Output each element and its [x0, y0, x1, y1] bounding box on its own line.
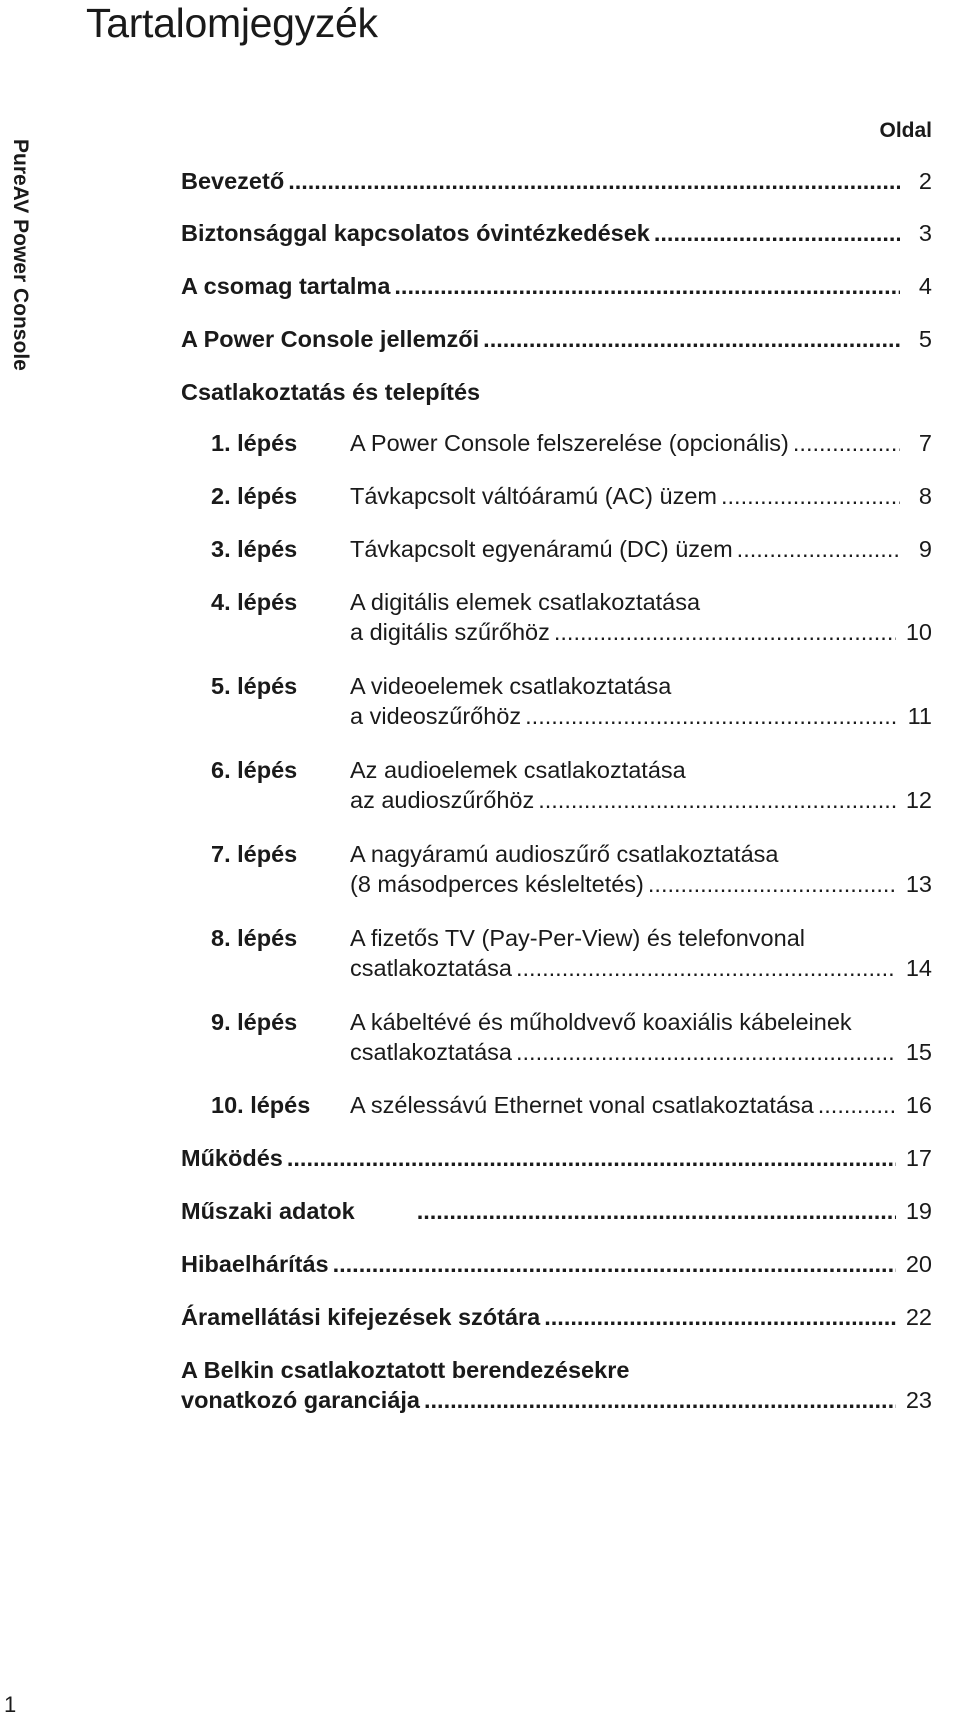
toc-entry-label: Biztonsággal kapcsolatos óvintézkedések [181, 220, 650, 246]
toc-entry-page: 2 [918, 168, 932, 194]
step-number: 6. lépés [211, 757, 298, 783]
toc-step-entry[interactable] [350, 534, 932, 564]
dot-leader [287, 1143, 896, 1173]
toc-entry-page: 19 [905, 1198, 932, 1224]
toc-entry-label: csatlakoztatása [350, 1039, 512, 1065]
step-number: 3. lépés [211, 536, 298, 562]
step-number: 2. lépés [211, 483, 298, 509]
dot-leader [654, 218, 900, 248]
toc-step-entry[interactable] [350, 428, 932, 458]
dot-leader [288, 166, 900, 196]
toc-entry-label: Műszaki adatok [181, 1198, 355, 1224]
toc-entry-biztonsag[interactable] [181, 218, 932, 248]
toc-entry-garancia[interactable] [181, 1385, 932, 1415]
page-title: Tartalomjegyzék [86, 0, 378, 46]
toc-entry-garancia-line1[interactable]: A Belkin csatlakoztatott berendezésekre [181, 1357, 630, 1383]
column-header-page: Oldal [879, 119, 932, 142]
dot-leader [516, 1037, 896, 1067]
toc-entry-label: Működés [181, 1145, 283, 1171]
toc-entry-bevezeto[interactable] [181, 166, 932, 196]
section-heading-csatlakoztatas: Csatlakoztatás és telepítés [181, 379, 481, 405]
dot-leader [793, 428, 900, 458]
toc-step-entry-line1[interactable]: Az audioelemek csatlakoztatása [350, 757, 686, 783]
dot-leader [483, 324, 900, 354]
toc-entry-page: 3 [918, 220, 932, 246]
toc-entry-page: 15 [905, 1039, 932, 1065]
toc-entry-label: (8 másodperces késleltetés) [350, 871, 644, 897]
toc-step-entry[interactable] [350, 617, 932, 647]
toc-entry-label: Bevezető [181, 168, 285, 194]
dot-leader [721, 481, 900, 511]
toc-step-entry-line1[interactable]: A digitális elemek csatlakoztatása [350, 589, 701, 615]
toc-entry-jellemzoi[interactable] [181, 324, 932, 354]
toc-entry-label: Hibaelhárítás [181, 1251, 329, 1277]
toc-step-entry-line1[interactable]: A fizetős TV (Pay-Per-View) és telefonvonal [350, 925, 805, 951]
toc-entry-label: vonatkozó garanciája [181, 1387, 420, 1413]
dot-leader [394, 271, 900, 301]
toc-entry-hibaelharitas[interactable] [181, 1249, 932, 1279]
step-number: 8. lépés [211, 925, 298, 951]
toc-step-entry-line1[interactable]: A videoelemek csatlakoztatása [350, 673, 672, 699]
step-number: 1. lépés [211, 430, 298, 456]
toc-entry-page: 23 [905, 1387, 932, 1413]
dot-leader [525, 701, 897, 731]
toc-entry-muszaki[interactable] [181, 1196, 932, 1226]
toc-entry-label: A szélessávú Ethernet vonal csatlakoztatása [350, 1092, 814, 1118]
toc-entry-label: A csomag tartalma [181, 273, 391, 299]
page-number: 1 [4, 1692, 17, 1717]
toc-entry-page: 8 [918, 483, 932, 509]
toc-entry-label: A Power Console felszerelése (opcionális) [350, 430, 789, 456]
toc-entry-page: 5 [918, 326, 932, 352]
toc-entry-page: 11 [907, 703, 932, 729]
toc-entry-label: a videoszűrőhöz [350, 703, 522, 729]
toc-entry-page: 4 [918, 273, 932, 299]
toc-step-entry[interactable] [350, 785, 932, 815]
toc-step-entry[interactable] [350, 869, 932, 899]
side-title: PureAV Power Console [9, 139, 32, 371]
toc-entry-label: Áramellátási kifejezések szótára [181, 1304, 541, 1330]
step-number: 9. lépés [211, 1009, 298, 1035]
dot-leader [737, 534, 900, 564]
dot-leader [424, 1385, 896, 1415]
step-number: 10. lépés [211, 1092, 311, 1118]
dot-leader [417, 1196, 896, 1226]
toc-entry-label: az audioszűrőhöz [350, 787, 535, 813]
toc-entry-page: 12 [905, 787, 932, 813]
toc-entry-label: a digitális szűrőhöz [350, 619, 550, 645]
toc-entry-page: 16 [905, 1092, 932, 1118]
toc-entry-page: 7 [918, 430, 932, 456]
dot-leader [554, 617, 896, 647]
toc-entry-page: 13 [905, 871, 932, 897]
toc-step-entry-line1[interactable]: A kábeltévé és műholdvevő koaxiális kábeleinek [350, 1009, 852, 1035]
step-number: 5. lépés [211, 673, 298, 699]
toc-entry-page: 9 [918, 536, 932, 562]
toc-entry-mukodes[interactable] [181, 1143, 932, 1173]
dot-leader [516, 953, 896, 983]
toc-entry-label: Távkapcsolt váltóáramú (AC) üzem [350, 483, 717, 509]
dot-leader [544, 1302, 896, 1332]
toc-step-entry[interactable] [350, 701, 932, 731]
toc-entry-page: 10 [905, 619, 932, 645]
toc-entry-csomag[interactable] [181, 271, 932, 301]
dot-leader [648, 869, 896, 899]
dot-leader [538, 785, 896, 815]
toc-entry-page: 17 [905, 1145, 932, 1171]
toc-entry-page: 22 [905, 1304, 932, 1330]
toc-entry-label: Távkapcsolt egyenáramú (DC) üzem [350, 536, 733, 562]
toc-entry-page: 20 [905, 1251, 932, 1277]
step-number: 7. lépés [211, 841, 298, 867]
dot-leader [333, 1249, 896, 1279]
toc-step-entry[interactable] [350, 953, 932, 983]
toc-entry-szotar[interactable] [181, 1302, 932, 1332]
toc-step-entry-line1[interactable]: A nagyáramú audioszűrő csatlakoztatása [350, 841, 779, 867]
toc-step-entry[interactable] [350, 1090, 932, 1120]
toc-entry-label: A Power Console jellemzői [181, 326, 480, 352]
step-number: 4. lépés [211, 589, 298, 615]
toc-step-entry[interactable] [350, 1037, 932, 1067]
toc-entry-page: 14 [905, 955, 932, 981]
toc-step-entry[interactable] [350, 481, 932, 511]
toc-entry-label: csatlakoztatása [350, 955, 512, 981]
dot-leader [818, 1090, 896, 1120]
